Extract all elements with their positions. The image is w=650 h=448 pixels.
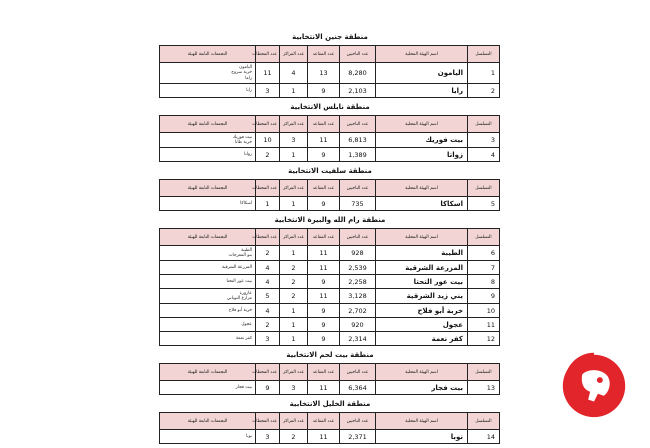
stations-count: 4 [256,275,280,289]
group-item: نوبا [246,433,252,439]
authority-name: بني زيد الشرقية [376,289,468,304]
header-seats: عدد المقاعد [308,364,340,381]
seats-count: 11 [308,246,340,261]
affiliated-groups [160,381,256,395]
stations-count: 1 [256,197,280,211]
group-item: اليامون [239,64,252,70]
row-index: 8 [468,275,500,289]
affiliated-groups [160,63,256,84]
row-index: 1 [468,63,500,84]
affiliated-groups [160,304,256,318]
row-index: 13 [468,381,500,395]
header-stations: عدد المحطات [256,229,280,246]
seats-count: 9 [308,275,340,289]
group-item: عارورة [239,290,252,296]
table-row [160,246,500,261]
header-name: اسم الهيئة المحلية [376,46,468,63]
affiliated-groups [160,246,256,261]
centers-count: 4 [280,63,308,84]
centers-count: 1 [280,332,308,346]
header-name: اسم الهيئة المحلية [376,180,468,197]
group-item: كفر نعمة [235,335,252,341]
section-title: منطقة بيت لحم الانتخابية [286,351,374,359]
table-row [160,148,500,162]
region-table [159,45,500,98]
header-groups: التجمعات التابعة للهيئة [160,46,256,63]
voters-count: 2,371 [340,430,376,444]
voters-count: 920 [340,318,376,332]
header-groups: التجمعات التابعة للهيئة [160,180,256,197]
seats-count: 11 [308,381,340,395]
row-index: 9 [468,289,500,304]
group-item: بيت فجار [235,384,252,390]
group-item: اسكاكا [240,200,252,206]
authority-name: كفر نعمة [376,332,468,346]
row-index: 12 [468,332,500,346]
group-item: بيت عور التحتا [226,278,252,284]
table-row [160,84,500,98]
section-title: منطقة رام الله والبيرة الانتخابية [274,216,386,224]
voters-count: 735 [340,197,376,211]
table-row [160,261,500,275]
authority-name: المزرعة الشرقية [376,261,468,275]
group-item: زاما [245,75,252,81]
table-row [160,430,500,444]
header-seats: عدد المقاعد [308,46,340,63]
header-stations: عدد المحطات [256,413,280,430]
header-groups: التجمعات التابعة للهيئة [160,364,256,381]
voters-count: 2,314 [340,332,376,346]
seats-count: 11 [308,430,340,444]
voters-count: 2,539 [340,261,376,275]
affiliated-groups [160,84,256,98]
table-row [160,304,500,318]
header-name: اسم الهيئة المحلية [376,364,468,381]
section-title: منطقة الخليل الانتخابية [289,400,371,408]
row-index: 14 [468,430,500,444]
header-centers: عدد المراكز [280,413,308,430]
table-header-row [160,413,500,430]
stations-count: 5 [256,289,280,304]
seats-count: 11 [308,261,340,275]
header-voters: عدد الناخبين [340,116,376,133]
voters-count: 1,389 [340,148,376,162]
affiliated-groups [160,148,256,162]
group-item: خربة سروج [231,70,252,76]
region-table [159,412,500,444]
authority-name: بيت فوريك [376,133,468,148]
seats-count: 9 [308,332,340,346]
header-stations: عدد المحطات [256,180,280,197]
table-row [160,197,500,211]
centers-count: 2 [280,430,308,444]
centers-count: 3 [280,381,308,395]
stations-count: 3 [256,430,280,444]
affiliated-groups [160,275,256,289]
centers-count: 1 [280,197,308,211]
seats-count: 9 [308,84,340,98]
header-name: اسم الهيئة المحلية [376,413,468,430]
voters-count: 8,280 [340,63,376,84]
centers-count: 2 [280,261,308,275]
header-centers: عدد المراكز [280,180,308,197]
header-idx: التسلسل [468,229,500,246]
table-row [160,275,500,289]
stations-count: 2 [256,246,280,261]
header-voters: عدد الناخبين [340,364,376,381]
section-title: منطقة جنين الانتخابية [292,33,368,41]
seats-count: 9 [308,197,340,211]
row-index: 7 [468,261,500,275]
affiliated-groups [160,332,256,346]
seats-count: 11 [308,289,340,304]
row-index: 4 [468,148,500,162]
group-item: رابا [246,87,252,93]
table-row [160,63,500,84]
section-title: منطقة نابلس الانتخابية [290,103,370,111]
table-row [160,289,500,304]
authority-name: بيت فجار [376,381,468,395]
group-item: عجول [241,321,252,327]
header-idx: التسلسل [468,364,500,381]
authority-name: عجول [376,318,468,332]
stations-count: 10 [256,133,280,148]
voters-count: 2,702 [340,304,376,318]
header-groups: التجمعات التابعة للهيئة [160,229,256,246]
header-name: اسم الهيئة المحلية [376,229,468,246]
voters-count: 2,258 [340,275,376,289]
group-item: مزارع النوباني [226,296,252,301]
group-item: زواتا [244,151,252,157]
group-item: المزرعة الشرقية [221,264,252,270]
region-table [159,228,500,346]
stations-count: 3 [256,84,280,98]
palestine-logo-icon [555,345,633,423]
section-title: منطقة سلفيت الانتخابية [288,167,372,175]
row-index: 5 [468,197,500,211]
table-header-row [160,180,500,197]
group-item: خربة أبو فلاح [228,307,252,313]
table-header-row [160,229,500,246]
header-centers: عدد المراكز [280,46,308,63]
header-centers: عدد المراكز [280,116,308,133]
table-header-row [160,46,500,63]
header-idx: التسلسل [468,413,500,430]
voters-count: 6,364 [340,381,376,395]
header-stations: عدد المحطات [256,46,280,63]
stations-count: 2 [256,318,280,332]
header-groups: التجمعات التابعة للهيئة [160,413,256,430]
stations-count: 4 [256,261,280,275]
row-index: 10 [468,304,500,318]
voters-count: 928 [340,246,376,261]
centers-count: 1 [280,246,308,261]
group-item: بنو المعرجات [228,253,252,258]
header-groups: التجمعات التابعة للهيئة [160,116,256,133]
authority-name: نوبا [376,430,468,444]
header-stations: عدد المحطات [256,116,280,133]
table-row [160,318,500,332]
header-voters: عدد الناخبين [340,413,376,430]
voters-count: 2,103 [340,84,376,98]
row-index: 11 [468,318,500,332]
header-name: اسم الهيئة المحلية [376,116,468,133]
header-seats: عدد المقاعد [308,180,340,197]
seats-count: 13 [308,63,340,84]
header-seats: عدد المقاعد [308,116,340,133]
voters-count: 3,128 [340,289,376,304]
centers-count: 2 [280,289,308,304]
header-seats: عدد المقاعد [308,413,340,430]
centers-count: 1 [280,304,308,318]
centers-count: 1 [280,318,308,332]
region-table [159,115,500,162]
affiliated-groups [160,197,256,211]
affiliated-groups [160,430,256,444]
stations-count: 3 [256,332,280,346]
voters-count: 6,813 [340,133,376,148]
header-voters: عدد الناخبين [340,229,376,246]
group-item: الطيبة [241,247,252,253]
authority-name: اسكاكا [376,197,468,211]
authority-name: رابا [376,84,468,98]
seats-count: 9 [308,318,340,332]
header-centers: عدد المراكز [280,229,308,246]
region-table [159,179,500,211]
stations-count: 2 [256,148,280,162]
header-voters: عدد الناخبين [340,180,376,197]
centers-count: 1 [280,148,308,162]
table-header-row [160,116,500,133]
affiliated-groups [160,133,256,148]
seats-count: 11 [308,133,340,148]
affiliated-groups [160,289,256,304]
authority-name: خربة أبو فلاح [376,304,468,318]
region-table [159,363,500,395]
header-idx: التسلسل [468,116,500,133]
header-idx: التسلسل [468,180,500,197]
stations-count: 9 [256,381,280,395]
table-row [160,381,500,395]
authority-name: زواتا [376,148,468,162]
election-document [160,30,500,448]
group-item: خربة طانا [234,140,252,145]
header-centers: عدد المراكز [280,364,308,381]
centers-count: 2 [280,275,308,289]
stations-count: 4 [256,304,280,318]
centers-count: 3 [280,133,308,148]
header-seats: عدد المقاعد [308,229,340,246]
authority-name: الطيبة [376,246,468,261]
authority-name: اليامون [376,63,468,84]
row-index: 3 [468,133,500,148]
table-row [160,133,500,148]
header-stations: عدد المحطات [256,364,280,381]
group-item: بيت فوريك [232,134,252,140]
header-voters: عدد الناخبين [340,46,376,63]
authority-name: بيت عور التحتا [376,275,468,289]
header-idx: التسلسل [468,46,500,63]
affiliated-groups [160,318,256,332]
table-header-row [160,364,500,381]
row-index: 2 [468,84,500,98]
seats-count: 9 [308,304,340,318]
table-row [160,332,500,346]
centers-count: 1 [280,84,308,98]
row-index: 6 [468,246,500,261]
affiliated-groups [160,261,256,275]
seats-count: 9 [308,148,340,162]
stations-count: 11 [256,63,280,84]
